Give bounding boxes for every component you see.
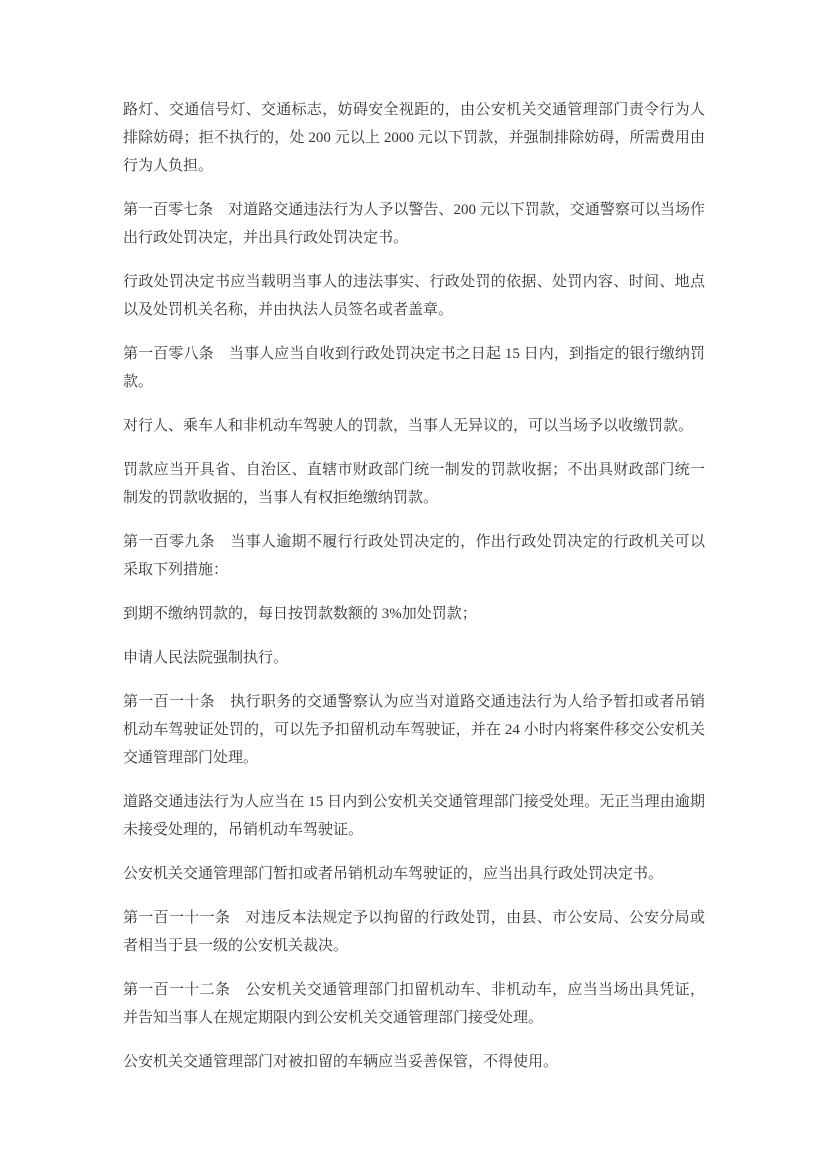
article-110-para-3: 公安机关交通管理部门暂扣或者吊销机动车驾驶证的，应当出具行政处罚决定书。	[123, 866, 664, 882]
article-109-item-2: 申请人民法院强制执行。	[123, 650, 289, 666]
article-112: 第一百一十二条 公安机关交通管理部门扣留机动车、非机动车，应当当场出具凭证，并告知当事人在规定期限内到公安机关交通管理部门接受处理。	[123, 982, 705, 1026]
article-107-para-2: 行政处罚决定书应当载明当事人的违法事实、行政处罚的依据、处罚内容、时间、地点以及处罚机关名称，并由执法人员签名或者盖章。	[123, 274, 705, 318]
article-110-para-2: 道路交通违法行为人应当在 15 日内到公安机关交通管理部门接受处理。无正当理由逾期未接受处理的，吊销机动车驾驶证。	[123, 794, 705, 838]
article-107: 第一百零七条 对道路交通违法行为人予以警告、200 元以下罚款，交通警察可以当场作出行政处罚决定，并出具行政处罚决定书。	[123, 202, 705, 246]
article-112-para-2: 公安机关交通管理部门对被扣留的车辆应当妥善保管，不得使用。	[123, 1054, 559, 1070]
article-109: 第一百零九条 当事人逾期不履行行政处罚决定的，作出行政处罚决定的行政机关可以采取下列措施：	[123, 534, 705, 578]
article-108: 第一百零八条 当事人应当自收到行政处罚决定书之日起 15 日内，到指定的银行缴纳罚款。	[123, 346, 705, 390]
article-109-item-1: 到期不缴纳罚款的，每日按罚款数额的 3%加处罚款；	[123, 606, 477, 622]
paragraph-obstruction-removal-penalty: 路灯、交通信号灯、交通标志，妨碍安全视距的，由公安机关交通管理部门责令行为人排除妨碍；拒不执行的，处 200 元以上 2000 元以下罚款，并强制排除妨碍，所需费用由行为人负担。	[123, 102, 705, 174]
article-110: 第一百一十条 执行职务的交通警察认为应当对道路交通违法行为人给予暂扣或者吊销机动车驾驶证处罚的，可以先予扣留机动车驾驶证，并在 24 小时内将案件移交公安机关交通管理部门处理。	[123, 694, 705, 766]
article-108-para-3: 罚款应当开具省、自治区、直辖市财政部门统一制发的罚款收据；不出具财政部门统一制发的罚款收据的，当事人有权拒绝缴纳罚款。	[123, 462, 705, 506]
article-108-para-2: 对行人、乘车人和非机动车驾驶人的罚款，当事人无异议的，可以当场予以收缴罚款。	[123, 418, 694, 434]
article-111: 第一百一十一条 对违反本法规定予以拘留的行政处罚，由县、市公安局、公安分局或者相当于县一级的公安机关裁决。	[123, 910, 705, 954]
